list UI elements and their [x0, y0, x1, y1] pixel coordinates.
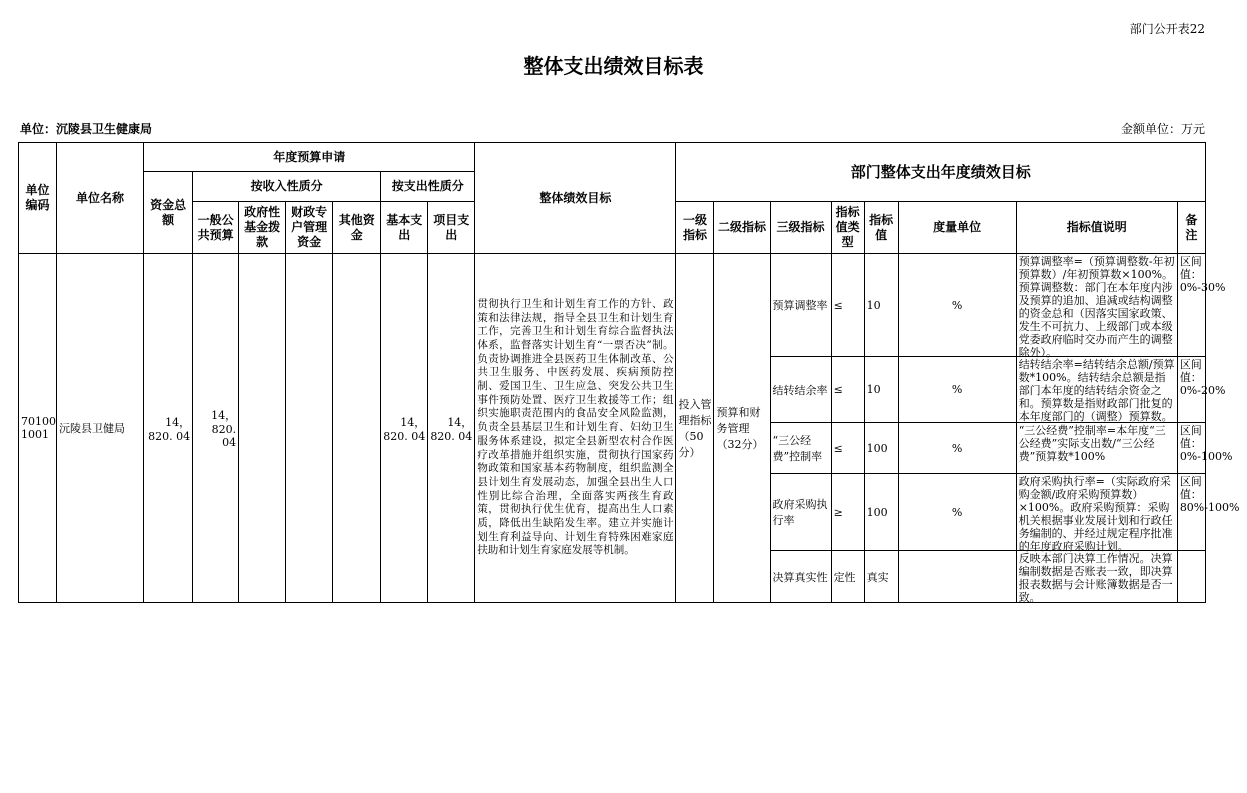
header-project-expense: 项目支出: [428, 202, 475, 254]
indicator-name: “三公经费”控制率: [770, 423, 831, 474]
general-budget-cell: 14，820. 04: [193, 254, 239, 603]
indicator-remark-text: 区间值：0%-30%: [1179, 255, 1226, 294]
indicator-name: 结转结余率: [770, 357, 831, 423]
header-other-funds: 其他资金: [333, 202, 381, 254]
project-expense-cell: 14，820. 04: [428, 254, 475, 603]
indicator-desc-text: 预算调整率=（预算调整数-年初预算数）/年初预算数×100%。预算调整数：部门在本年度内涉及预算的追加、追减或结构调整的资金总和（因落实国家政策、发生不可抗力、上级部门或本级党委政府临时交办而产生的调整除外）。: [1018, 255, 1175, 359]
total-funds-cell: 14，820. 04: [144, 254, 193, 603]
indicator-type: ≤: [831, 254, 864, 357]
header-overall-goal: 整体绩效目标: [475, 143, 676, 254]
gov-fund-cell: [239, 254, 286, 603]
indicator-name: 政府采购执行率: [770, 474, 831, 551]
indicator-desc-text: 反映本部门决算工作情况。决算编制数据是否账表一致，即决算报表数据与会计账簿数据是否一致。: [1018, 551, 1173, 604]
indicator-type: ≤: [831, 357, 864, 423]
header-value-desc: 指标值说明: [1016, 202, 1177, 254]
indicator-desc: [1016, 254, 1177, 357]
indicator-unit: %: [898, 357, 1016, 423]
indicator-unit: %: [898, 254, 1016, 357]
header-unit-code: 单位编码: [19, 143, 57, 254]
indicator-unit: %: [898, 423, 1016, 474]
indicator-type: ≤: [831, 423, 864, 474]
indicator-remark: [1177, 357, 1226, 423]
header-level3: 三级指标: [770, 202, 831, 254]
level2-cell: 预算和财务管理（32分）: [714, 254, 770, 603]
form-number: 部门公开表22: [1129, 22, 1205, 36]
overall-goal-cell: 贯彻执行卫生和计划生育工作的方针、政策和法律法规，指导全县卫生和计划生育工作，完善卫生和计划生育综合监督执法体系，监督落实计划生育“一票否决”制。负责协调推进全县医药卫生体制改革、公共卫生服务、中医药发展、疾病预防控制、爱国卫生、卫生应急、突发公共卫生事件预防处置、医疗卫生救援等工作；组织实施职责范围内的食品安全风险监测，负责全县基层卫生和计划生育、妇幼卫生服务体系建设，拟定全县新型农村合作医疗改革措施并组织实施，贯彻执行国家药物政策和国家基本药物制度，组织监测全县计划生育发展动态，加强全县出生人口性别比综合治理，全面落实两孩生育政策，贯彻执行优生优育，提高出生人口素质，降低出生缺陷发生率。建立并实施计划生育利益导向、计划生育特殊困难家庭扶助和计划生育家庭发展等机制。: [475, 254, 676, 603]
header-gov-fund: 政府性基金拨款: [239, 202, 286, 254]
basic-expense-cell: 14，820. 04: [381, 254, 428, 603]
header-basic-expense: 基本支出: [381, 202, 428, 254]
indicator-remark: [1177, 551, 1205, 603]
header-remark: 备注: [1177, 202, 1205, 254]
unit-code-cell: 70100 1001: [19, 254, 57, 603]
indicator-value: 10: [864, 254, 898, 357]
indicator-type: 定性: [831, 551, 864, 603]
indicator-remark-text: [1180, 552, 1203, 602]
indicator-desc: [1016, 474, 1177, 551]
indicator-unit: [898, 551, 1016, 603]
unit-name-cell: 沅陵县卫健局: [57, 254, 144, 603]
indicator-remark-text: 区间值：0%-100%: [1179, 423, 1233, 463]
indicator-unit: %: [898, 474, 1016, 551]
header-total-funds: 资金总额: [144, 172, 193, 254]
special-mgmt-cell: [286, 254, 333, 603]
header-measure-unit: 度量单位: [898, 202, 1016, 254]
header-by-expense: 按支出性质分: [381, 172, 475, 202]
header-unit-name: 单位名称: [57, 143, 144, 254]
level1-cell: 投入管理指标（50分）: [676, 254, 714, 603]
indicator-name: 预算调整率: [770, 254, 831, 357]
indicator-value: 10: [864, 357, 898, 423]
performance-table: [18, 142, 1240, 604]
unit-label: 单位：沉陵县卫生健康局: [20, 122, 153, 136]
indicator-name: 决算真实性: [770, 551, 831, 603]
header-dept-goals: 部门整体支出年度绩效目标: [676, 143, 1206, 202]
indicator-desc: [1016, 551, 1177, 603]
table-row: [19, 254, 1206, 357]
other-funds-cell: [333, 254, 381, 603]
header-general-budget: 一般公共预算: [193, 202, 239, 254]
page-title: 整体支出绩效目标表: [523, 54, 704, 78]
indicator-remark-text: 区间值：0%-20%: [1179, 357, 1226, 397]
header-special-mgmt: 财政专户管理资金: [286, 202, 333, 254]
indicator-desc: [1016, 357, 1177, 423]
money-unit-label: 金额单位：万元: [1120, 122, 1205, 136]
indicator-remark-text: 区间值：80%-100%: [1179, 474, 1240, 514]
header-level2: 二级指标: [714, 202, 770, 254]
header-by-income: 按收入性质分: [193, 172, 381, 202]
indicator-value: 100: [864, 423, 898, 474]
indicator-desc-text: 政府采购执行率=（实际政府采购金额/政府采购预算数）×100%。政府采购预算：采购机关根据事业发展计划和行政任务编制的、并经过规定程序批准的年度政府采购计划。: [1018, 474, 1173, 553]
indicator-desc: [1016, 423, 1177, 474]
indicator-desc-text: “三公经费”控制率=本年度“三公经费”实际支出数/“三公经费”预算数*100%: [1018, 423, 1166, 463]
header-value: 指标值: [864, 202, 898, 254]
indicator-remark: [1177, 474, 1240, 551]
header-level1: 一级指标: [676, 202, 714, 254]
header-annual-budget: 年度预算申请: [144, 143, 475, 172]
indicator-remark: [1177, 423, 1233, 474]
header-value-type: 指标值类型: [831, 202, 864, 254]
indicator-desc-text: 结转结余率=结转结余总额/预算数*100%。结转结余总额是指部门本年度的结转结余资金之和。预算数是指财政部门批复的本年度部门的（调整）预算数。: [1018, 357, 1175, 423]
indicator-type: ≥: [831, 474, 864, 551]
indicator-value: 真实: [864, 551, 898, 603]
indicator-value: 100: [864, 474, 898, 551]
indicator-remark: [1177, 254, 1226, 357]
